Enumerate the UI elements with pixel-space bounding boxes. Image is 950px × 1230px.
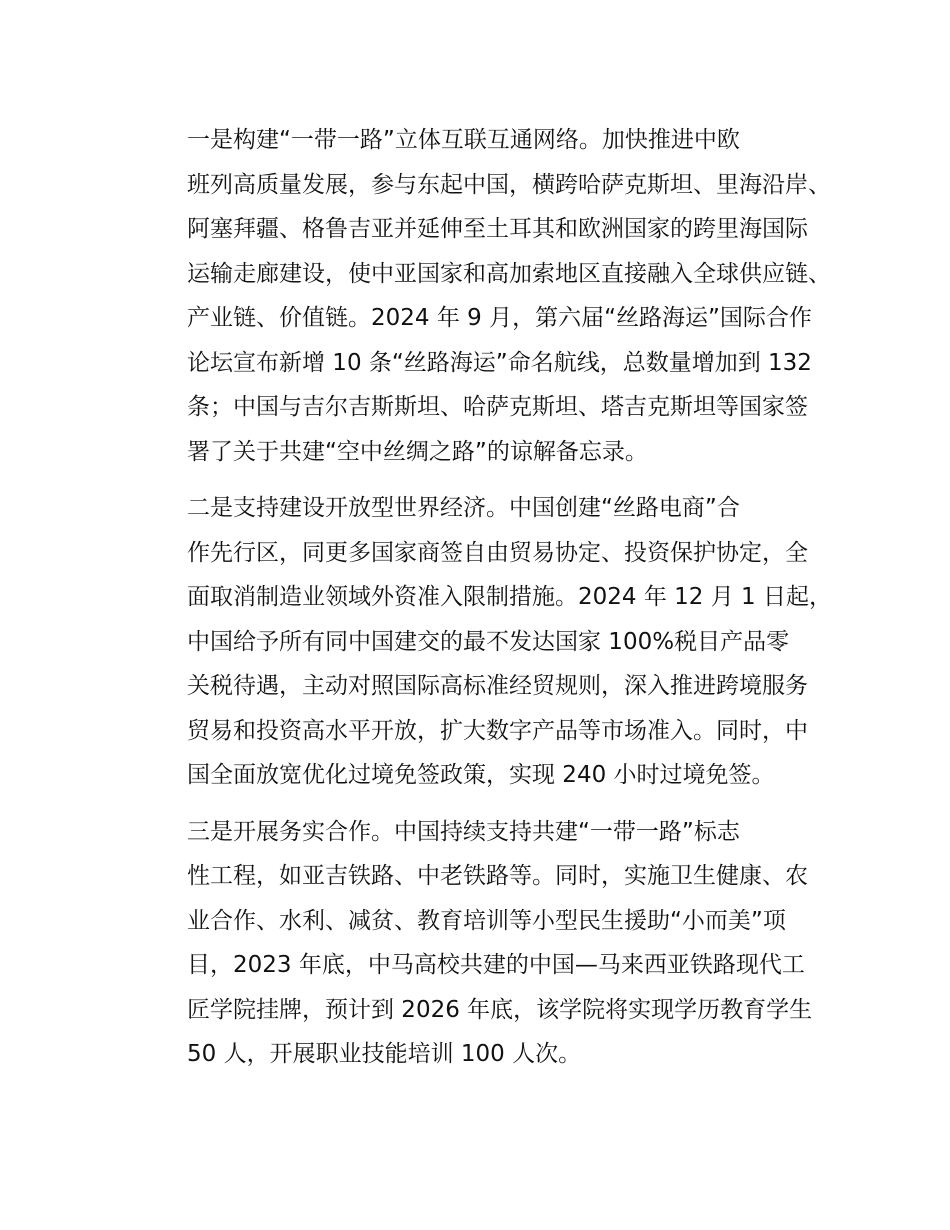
text-line: 目，2023 年底，中马高校共建的中国—马来西亚铁路现代工 bbox=[187, 952, 805, 978]
text-line: 国全面放宽优化过境免签政策，实现 240 小时过境免签。 bbox=[187, 762, 775, 788]
text-line: 性工程，如亚吉铁路、中老铁路等。同时，实施卫生健康、农 bbox=[187, 863, 808, 889]
text-line: 作先行区，同更多国家商签自由贸易协定、投资保护协定，全 bbox=[187, 539, 808, 566]
paragraph-connectivity bbox=[141, 118, 831, 474]
paragraph-open-economy bbox=[141, 486, 831, 798]
text-line: 产业链、价值链。2024 年 9 月，第六届“丝路海运”国际合作 bbox=[187, 305, 812, 331]
text-line: 一是构建“一带一路”立体互联互通网络。加快推进中欧 bbox=[187, 127, 740, 153]
text-line: 面取消制造业领域外资准入限制措施。2024 年 12 月 1 日起， bbox=[187, 584, 832, 610]
text-line: 中国给予所有同中国建交的最不发达国家 100%税目产品零 bbox=[187, 628, 790, 655]
text-line: 阿塞拜疆、格鲁吉亚并延伸至土耳其和欧洲国家的跨里海国际 bbox=[187, 216, 808, 242]
text-line: 运输走廊建设，使中亚国家和高加索地区直接融入全球供应链、 bbox=[187, 260, 831, 287]
paragraph-practical-cooperation bbox=[141, 810, 831, 1077]
text-line: 论坛宣布新增 10 条“丝路海运”命名航线，总数量增加到 132 bbox=[187, 349, 812, 376]
text-line: 三是开展务实合作。中国持续支持共建“一带一路”标志 bbox=[187, 818, 740, 845]
text-line: 条；中国与吉尔吉斯斯坦、哈萨克斯坦、塔吉克斯坦等国家签 bbox=[187, 394, 808, 420]
text-line: 二是支持建设开放型世界经济。中国创建“丝路电商”合 bbox=[187, 495, 740, 521]
document-body bbox=[141, 118, 831, 1089]
text-line: 署了关于共建“空中丝绸之路”的谅解备忘录。 bbox=[187, 438, 648, 465]
text-line: 50 人，开展职业技能培训 100 人次。 bbox=[187, 1041, 582, 1067]
text-line: 匠学院挂牌，预计到 2026 年底，该学院将实现学历教育学生 bbox=[187, 996, 813, 1023]
text-line: 业合作、水利、减贫、教育培训等小型民生援助“小而美”项 bbox=[187, 907, 786, 934]
text-line: 关税待遇，主动对照国际高标准经贸规则，深入推进跨境服务 bbox=[187, 673, 808, 699]
text-line: 班列高质量发展，参与东起中国，横跨哈萨克斯坦、里海沿岸、 bbox=[187, 171, 831, 198]
text-line: 贸易和投资高水平开放，扩大数字产品等市场准入。同时，中 bbox=[187, 717, 808, 744]
